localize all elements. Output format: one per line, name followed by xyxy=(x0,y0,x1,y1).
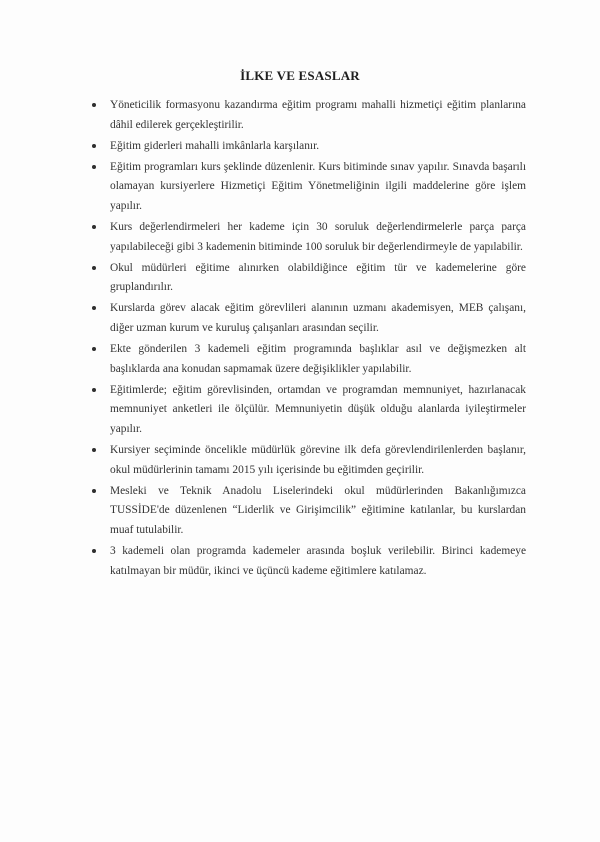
list-item-text: Ekte gönderilen 3 kademeli eğitim programında başlıklar asıl ve değişmezken alt başlıklarda ana konudan sapmamak üzere değişiklikler yapılabilir. xyxy=(110,343,526,375)
list-item-text: 3 kademeli olan programda kademeler arasında boşluk verilebilir. Birinci kademeye katılmayan bir müdür, ikinci ve üçüncü kademe eğitimlere katılamaz. xyxy=(110,545,526,577)
list-item xyxy=(92,381,526,440)
list-item xyxy=(92,96,526,135)
list-item xyxy=(92,482,526,541)
principles-list xyxy=(92,96,526,583)
bullet-icon xyxy=(92,225,96,229)
list-item xyxy=(92,299,526,338)
bullet-icon xyxy=(92,347,96,351)
bullet-icon xyxy=(92,144,96,148)
list-item xyxy=(92,259,526,298)
bullet-icon xyxy=(92,448,96,452)
bullet-icon xyxy=(92,165,96,169)
bullet-icon xyxy=(92,306,96,310)
list-item-text: Kurs değerlendirmeleri her kademe için 30 soruluk değerlendirmelerle parça parça yapılabileceği gibi 3 kademenin bitiminde 100 soruluk bir değerlendirmeyle de yapılabilir. xyxy=(110,221,526,253)
list-item-text: Eğitim giderleri mahalli imkânlarla karşılanır. xyxy=(110,139,320,152)
list-item xyxy=(92,218,526,257)
list-item xyxy=(92,441,526,480)
bullet-icon xyxy=(92,388,96,392)
bullet-icon xyxy=(92,266,96,270)
page-title: İLKE VE ESASLAR xyxy=(240,68,360,83)
list-item-text: Eğitimlerde; eğitim görevlisinden, ortamdan ve programdan memnuniyet, hazırlanacak memnuniyet anketleri ile ölçülür. Memnuniyetin düşük olduğu alanlarda iyileştirmeler yapılır. xyxy=(110,383,526,435)
list-item-text: Kurslarda görev alacak eğitim görevlileri alanının uzmanı akademisyen, MEB çalışanı, diğer uzman kurum ve kuruluş çalışanları arasından seçilir. xyxy=(110,302,526,335)
list-item-text: Mesleki ve Teknik Anadolu Liselerindeki okul müdürlerinden Bakanlığımızca TUSSİDE'de düzenlenen “Liderlik ve Girişimcilik” eğitimine katılanlar, bu kurslardan muaf tutulabilir. xyxy=(110,484,526,536)
list-item xyxy=(92,158,526,217)
list-item-text: Yöneticilik formasyonu kazandırma eğitim programı mahalli hizmetiçi eğitim planlarına dâhil edilerek gerçekleştirilir. xyxy=(110,99,526,131)
bullet-icon xyxy=(92,103,96,107)
list-item xyxy=(92,340,526,379)
list-item-text: Eğitim programları kurs şeklinde düzenlenir. Kurs bitiminde sınav yapılır. Sınavda başarılı olamayan kursiyerlere Hizmetiçi Eğitim Yönetmeliğinin ilgili maddelerine göre işlem yapılır. xyxy=(110,160,526,212)
list-item-text: Okul müdürleri eğitime alınırken olabildiğince eğitim tür ve kademelerine göre gruplandırılır. xyxy=(110,261,526,294)
list-item xyxy=(92,542,526,581)
bullet-icon xyxy=(92,549,96,553)
list-item xyxy=(92,137,526,157)
bullet-icon xyxy=(92,489,96,493)
list-item-text: Kursiyer seçiminde öncelikle müdürlük görevine ilk defa görevlendirilenlerden başlanır, okul müdürlerinin tamamı 2015 yılı içerisinde bu eğitimden geçirilir. xyxy=(110,444,526,476)
